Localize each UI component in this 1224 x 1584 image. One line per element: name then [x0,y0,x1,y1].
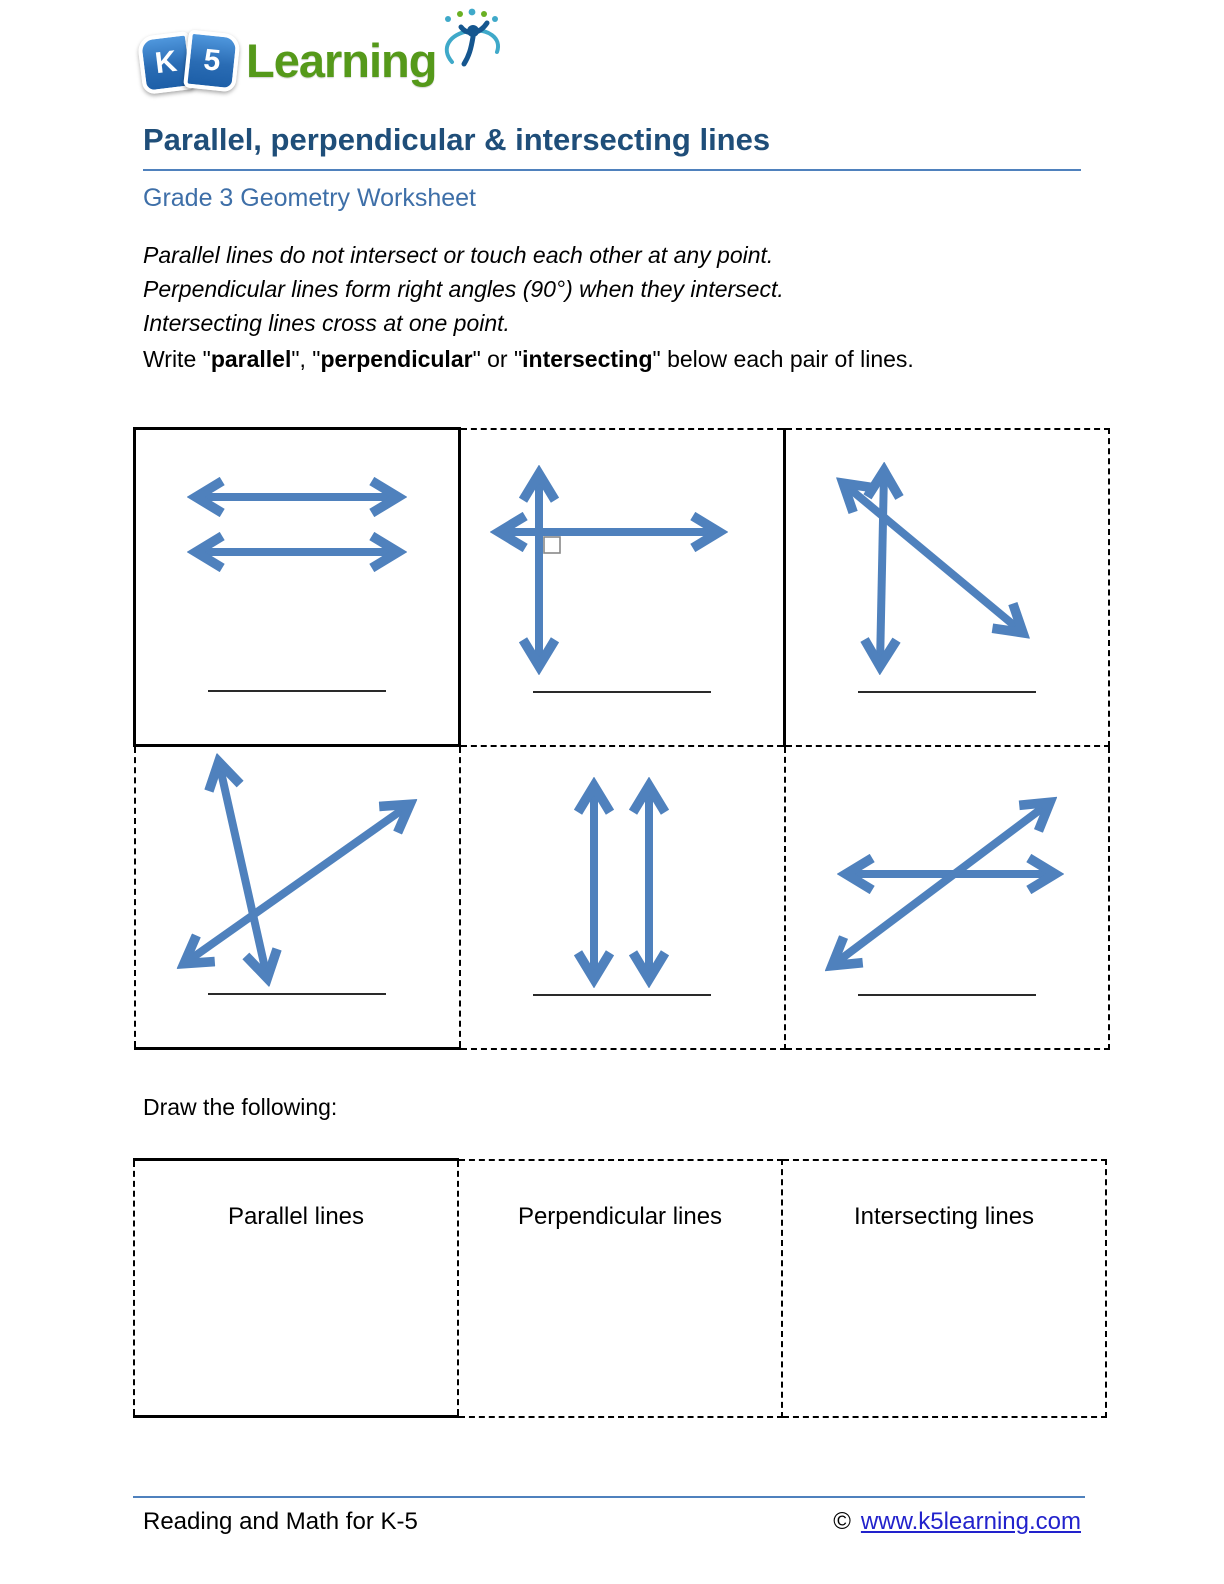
figure-intersecting-lines-vertical-diagonal [789,430,1105,680]
instruction-line: Write "parallel", "perpendicular" or "intersecting" below each pair of lines. [143,346,914,372]
footer-divider-rule [133,1496,1085,1498]
double-arrow-line [219,763,267,977]
double-arrow-line [185,805,409,963]
logo-number-5: 5 [202,43,223,78]
double-arrow-line [833,803,1049,965]
answer-blank[interactable] [858,994,1036,996]
instruction-word-perpendicular: perpendicular [320,346,473,372]
answer-blank[interactable] [533,994,711,996]
exercise-grid [133,427,1110,1050]
figure-parallel-horizontal-lines [139,430,455,680]
definition-perpendicular: Perpendicular lines form right angles (90°) when they intersect. [143,276,784,302]
k5-learning-logo [140,18,436,102]
definition-intersecting: Intersecting lines cross at one point. [143,310,510,336]
exercise-cell-1 [135,429,460,746]
footer [143,1508,1081,1536]
right-angle-mark [544,537,560,553]
logo-learning-text: Learning [246,33,437,87]
draw-label-parallel: Parallel lines [227,1203,365,1230]
answer-blank[interactable] [533,691,711,693]
worksheet-subtitle: Grade 3 Geometry Worksheet [143,184,477,212]
logo-letter-k: K [153,44,179,81]
exercise-cell-4 [135,746,460,1049]
draw-grid [133,1158,1107,1418]
instruction-word-intersecting: intersecting [522,346,653,372]
k5learning-link[interactable]: www.k5learning.com [860,1508,1081,1535]
exercise-cell-3 [785,429,1110,746]
copyright-symbol: © [833,1508,851,1535]
title-divider-rule [143,169,1081,171]
logo-open-book-icon [140,24,240,96]
draw-label-perpendicular: Perpendicular lines [517,1202,723,1230]
answer-blank[interactable] [858,691,1036,693]
figure-parallel-vertical-lines [464,747,780,997]
definition-parallel: Parallel lines do not intersect or touch each other at any point. [143,242,774,268]
draw-cell-perpendicular[interactable] [458,1160,782,1417]
logo-person-swoosh-icon [436,8,508,74]
page-title: Parallel, perpendicular & intersecting lines [143,122,771,157]
draw-label-intersecting: Intersecting lines [853,1202,1035,1230]
draw-section-heading: Draw the following: [143,1094,338,1120]
exercise-cell-5 [460,746,785,1049]
exercise-cell-2 [460,429,785,746]
definitions-block [143,238,784,340]
draw-cell-intersecting[interactable] [782,1160,1106,1417]
figure-intersecting-lines-horizontal-diagonal [789,747,1105,997]
figure-perpendicular-lines [464,430,780,680]
footer-tagline: Reading and Math for K-5 [143,1508,418,1535]
double-arrow-line [880,472,884,665]
answer-blank[interactable] [208,690,386,692]
double-arrow-line [844,484,1022,632]
exercise-cell-6 [785,746,1110,1049]
draw-cell-parallel[interactable] [134,1160,458,1417]
figure-intersecting-lines-cross [139,747,455,997]
instruction-word-parallel: parallel [210,346,292,372]
answer-blank[interactable] [208,993,386,995]
